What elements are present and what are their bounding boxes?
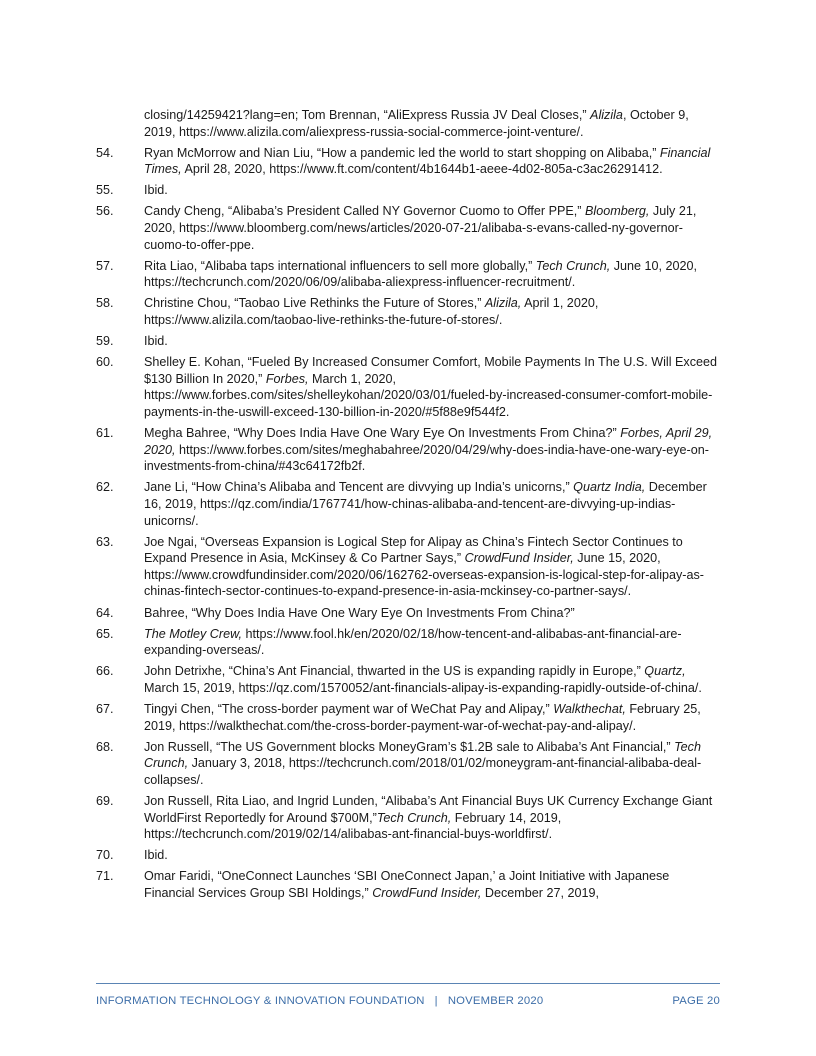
endnote-source-title: CrowdFund Insider, xyxy=(464,551,574,566)
endnote-text xyxy=(144,333,720,350)
endnote-number: 62. xyxy=(96,480,114,495)
endnote-item xyxy=(96,258,720,291)
endnote-item xyxy=(96,868,720,901)
endnote-source-title: Tech Crunch, xyxy=(535,258,611,273)
endnote-number: 68. xyxy=(96,739,114,754)
endnote-number: 59. xyxy=(96,334,114,349)
endnote-source-title: Alizila xyxy=(590,108,623,122)
endnote-number: 70. xyxy=(96,848,114,863)
endnote-text xyxy=(144,425,720,475)
endnote-text-segment: closing/14259421?lang=en; Tom Brennan, “AliExpress Russia JV Deal Closes,” xyxy=(144,108,591,122)
endnote-source-title: Quartz India, xyxy=(573,480,646,495)
endnote-text-segment: December 16, 2019, https://qz.com/india/1767741/how-chinas-alibaba-and-tencent-are-divvying-up-indias-unicorns/. xyxy=(144,480,707,528)
endnote-text-segment: Ibid. xyxy=(144,334,168,349)
endnote-text-segment: Megha Bahree, “Why Does India Have One Wary Eye On Investments From China?” xyxy=(144,426,621,441)
endnote-item xyxy=(96,847,720,864)
endnote-text-segment: , October 9, 2019, https://www.alizila.com/aliexpress-russia-social-commerce-joint-venture/. xyxy=(144,108,689,139)
endnote-text-segment: John Detrixhe, “China’s Ant Financial, thwarted in the US is expanding rapidly in Europe,” xyxy=(144,664,645,679)
endnote-text-segment: December 27, 2019, xyxy=(481,885,600,900)
endnote-number: 61. xyxy=(96,426,114,441)
endnote-item xyxy=(96,333,720,350)
endnote-text-segment: Candy Cheng, “Alibaba’s President Called NY Governor Cuomo to Offer PPE,” xyxy=(144,204,586,219)
endnote-source-title: CrowdFund Insider, xyxy=(372,885,482,900)
endnote-number: 55. xyxy=(96,183,114,198)
endnote-item xyxy=(96,626,720,659)
endnote-source-title: Tech Crunch, xyxy=(376,810,452,825)
endnote-text-segment: June 15, 2020, https://www.crowdfundinsider.com/2020/06/162762-overseas-expansion-is-logical-step-for-alipay-as-chinas-fintech-sector-continues-to-expand-presence-in-asia-mckinsey-co-partner-says/. xyxy=(144,551,704,599)
footer-organization: INFORMATION TECHNOLOGY & INNOVATION FOUNDATION xyxy=(96,995,425,1007)
endnote-text xyxy=(144,663,720,696)
endnote-item xyxy=(96,479,720,529)
endnote-item xyxy=(96,534,720,600)
endnote-number: 56. xyxy=(96,204,114,219)
endnote-source-title: Tech Crunch, xyxy=(144,739,701,771)
endnote-number: 66. xyxy=(96,664,114,679)
endnote-text-segment: January 3, 2018, https://techcrunch.com/2018/01/02/moneygram-ant-financial-alibaba-deal-collapses/. xyxy=(144,756,702,787)
endnote-text-segment: Jon Russell, Rita Liao, and Ingrid Lunden, “Alibaba’s Ant Financial Buys UK Currency Exchange Giant WorldFirst Reportedly for Around $700M,” xyxy=(144,793,713,825)
endnote-source-title: The Motley Crew, xyxy=(144,626,242,641)
endnote-item xyxy=(96,425,720,475)
endnote-text-segment: Jane Li, “How China’s Alibaba and Tencent are divvying up India’s unicorns,” xyxy=(144,480,574,495)
endnote-item xyxy=(96,182,720,199)
endnote-item xyxy=(96,145,720,178)
endnote-text-segment: https://www.forbes.com/sites/meghabahree/2020/04/29/why-does-india-have-one-wary-eye-on-investments-from-china/#43c64172fb2f. xyxy=(144,442,709,474)
footer-date: NOVEMBER 2020 xyxy=(447,995,544,1007)
endnote-text xyxy=(144,868,720,901)
endnote-text xyxy=(144,847,720,864)
endnote-text xyxy=(144,354,720,420)
endnote-item xyxy=(96,701,720,734)
endnote-text-segment: March 1, 2020, https://www.forbes.com/sites/shelleykohan/2020/03/01/fueled-by-increased-consumer-comfort-mobile-payments-in-the-uswill-exceed-130-billion-in-2020/#5f88e9f544f2. xyxy=(144,371,713,419)
endnote-text-segment: Rita Liao, “Alibaba taps international influencers to sell more globally,” xyxy=(144,258,536,273)
endnote-item xyxy=(96,203,720,253)
endnote-text xyxy=(144,107,720,140)
endnote-text-segment: Ibid. xyxy=(144,848,168,863)
endnote-text-segment: Christine Chou, “Taobao Live Rethinks the Future of Stores,” xyxy=(144,296,485,311)
endnote-item xyxy=(96,793,720,843)
endnote-text xyxy=(144,793,720,843)
endnote-text-segment: April 1, 2020, https://www.alizila.com/taobao-live-rethinks-the-future-of-stores/. xyxy=(144,296,599,328)
endnote-text xyxy=(144,203,720,253)
endnote-text-segment: February 14, 2019, https://techcrunch.com/2019/02/14/alibabas-ant-financial-buys-worldfirst/. xyxy=(144,810,562,842)
endnote-source-title: Quartz, xyxy=(644,664,686,679)
endnote-number: 64. xyxy=(96,605,114,620)
page-number: PAGE 20 xyxy=(672,995,720,1007)
endnote-item xyxy=(96,663,720,696)
endnote-item xyxy=(96,107,720,140)
endnote-text xyxy=(144,182,720,199)
endnote-text-segment: April 28, 2020, https://www.ft.com/content/4b1644b1-aeee-4d02-805a-c3ac26291412. xyxy=(181,162,663,177)
endnote-number: 57. xyxy=(96,258,114,273)
endnote-source-title: Forbes, April 29, 2020, xyxy=(144,426,713,457)
endnote-number xyxy=(96,107,144,140)
endnote-text xyxy=(144,605,720,622)
endnote-text-segment: Ibid. xyxy=(144,183,168,198)
endnote-text-segment: Ryan McMorrow and Nian Liu, “How a pandemic led the world to start shopping on Alibaba,” xyxy=(144,145,660,160)
endnote-item xyxy=(96,295,720,328)
endnote-text-segment: Shelley E. Kohan, “Fueled By Increased Consumer Comfort, Mobile Payments In The U.S. Will Exceed $130 Billion In 2020,” xyxy=(144,355,718,386)
endnote-text xyxy=(144,701,720,734)
endnote-text-segment: June 10, 2020, https://techcrunch.com/2020/06/09/alibaba-aliexpress-influencer-recruitment/. xyxy=(144,258,698,290)
endnote-text-segment: Joe Ngai, “Overseas Expansion is Logical Step for Alipay as China’s Fintech Sector Continues to Expand Presence in Asia, McKinsey & Co Partner Says,” xyxy=(144,534,683,566)
endnote-item xyxy=(96,354,720,420)
footer-divider xyxy=(96,983,720,984)
endnote-text xyxy=(144,258,720,291)
endnotes-list xyxy=(96,107,720,906)
endnote-text xyxy=(144,145,720,178)
endnote-source-title: Financial Times, xyxy=(144,145,711,177)
endnote-text-segment: https://www.fool.hk/en/2020/02/18/how-tencent-and-alibabas-ant-financial-are-expanding-overseas/. xyxy=(144,626,682,658)
endnote-text-segment: Omar Faridi, “OneConnect Launches ‘SBI OneConnect Japan,’ a Joint Initiative with Japanese Financial Services Group SBI Holdings,” xyxy=(144,869,670,900)
endnote-text xyxy=(144,626,720,659)
endnote-text xyxy=(144,534,720,600)
endnote-source-title: Forbes, xyxy=(265,371,309,386)
footer-separator: | xyxy=(434,995,438,1007)
endnote-text xyxy=(144,295,720,328)
endnote-number: 65. xyxy=(96,626,114,641)
endnote-number: 60. xyxy=(96,355,114,370)
endnote-text-segment: Jon Russell, “The US Government blocks MoneyGram’s $1.2B sale to Alibaba’s Ant Financial,” xyxy=(144,739,675,754)
endnote-source-title: Walkthechat, xyxy=(553,702,626,716)
endnote-item xyxy=(96,739,720,789)
endnote-number: 54. xyxy=(96,145,114,160)
endnote-text-segment: February 25, 2019, https://walkthechat.com/the-cross-border-payment-war-of-wechat-pay-and-alipay/. xyxy=(144,702,701,733)
endnote-number: 58. xyxy=(96,296,114,311)
endnote-item xyxy=(96,605,720,622)
endnote-text-segment: Bahree, “Why Does India Have One Wary Eye On Investments From China?” xyxy=(144,605,575,620)
endnote-number: 63. xyxy=(96,534,114,549)
endnote-number: 71. xyxy=(96,869,114,884)
endnote-number: 67. xyxy=(96,702,114,716)
endnote-text xyxy=(144,479,720,529)
page-footer xyxy=(96,995,720,1007)
endnote-number: 69. xyxy=(96,793,114,808)
endnote-text xyxy=(144,739,720,789)
endnote-source-title: Alizila, xyxy=(484,296,522,311)
endnote-text-segment: March 15, 2019, https://qz.com/1570052/ant-financials-alipay-is-expanding-rapidly-outside-of-china/. xyxy=(144,680,702,695)
endnote-text-segment: Tingyi Chen, “The cross-border payment war of WeChat Pay and Alipay,” xyxy=(144,702,554,716)
endnote-source-title: Bloomberg, xyxy=(585,204,650,219)
endnote-text-segment: July 21, 2020, https://www.bloomberg.com/news/articles/2020-07-21/alibaba-s-evans-called-ny-governor-cuomo-to-offer-ppe. xyxy=(144,204,697,252)
